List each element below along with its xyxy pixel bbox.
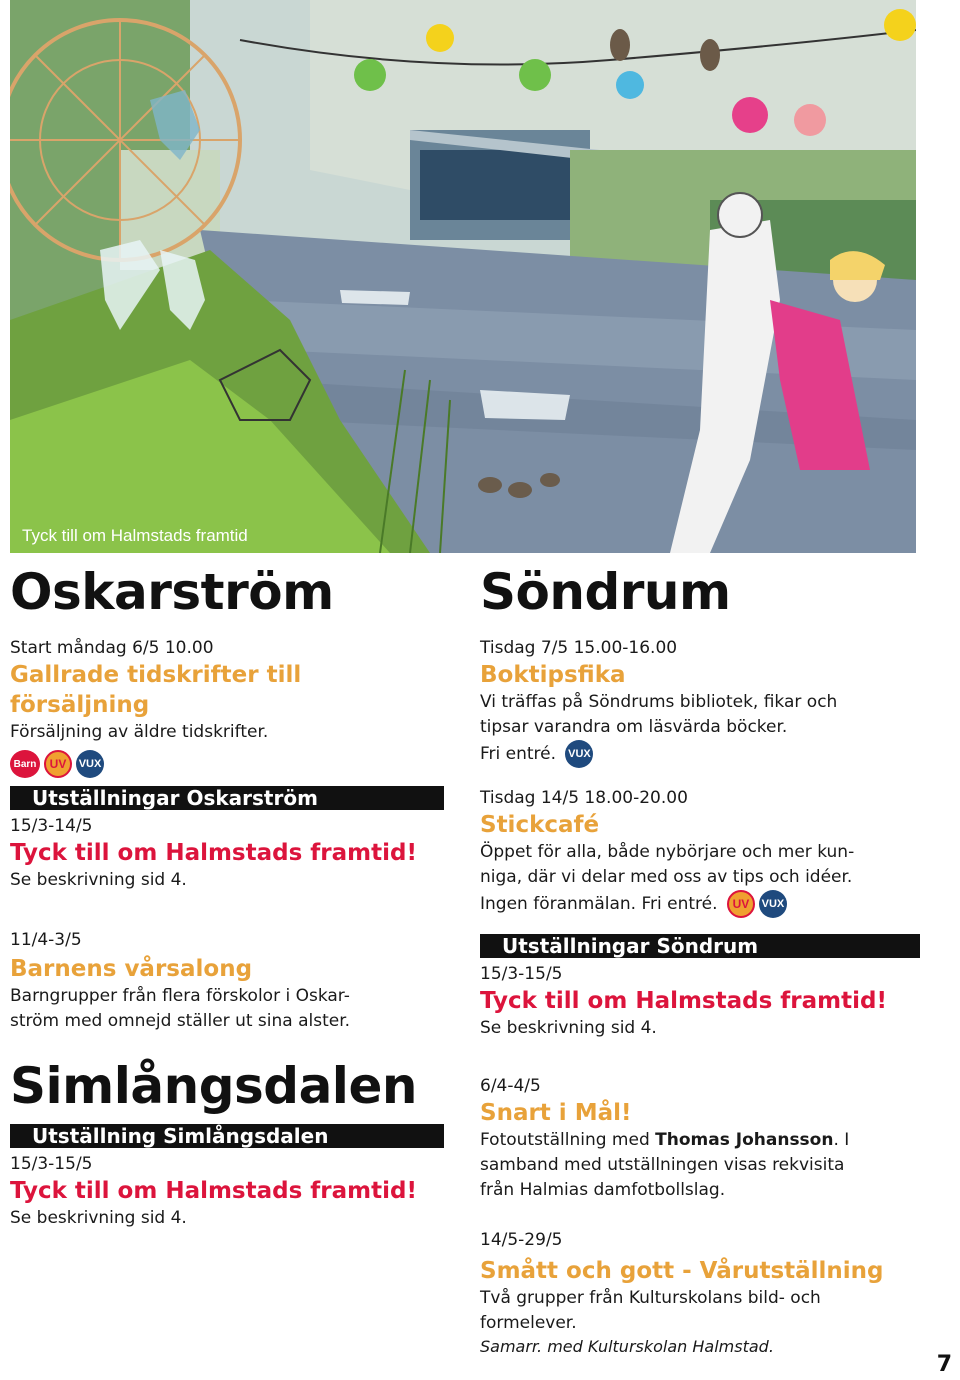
uv-badge: UV xyxy=(44,750,72,778)
barnens-varsalong xyxy=(10,928,444,1034)
uv-badge: UV xyxy=(727,890,755,918)
event-description: Försäljning av äldre tidskrifter. xyxy=(10,722,269,742)
exhibition-date: 15/3-14/5 xyxy=(10,816,93,836)
stickcafe-event xyxy=(480,786,920,918)
exhibition-description: Se beskrivning sid 4. xyxy=(10,870,187,890)
exhibition-date: 6/4-4/5 xyxy=(480,1076,541,1096)
exhibition-bar: Utställning Simlångsdalen xyxy=(10,1124,444,1148)
exhibition-description-line: Två grupper från Kulturskolans bild- och xyxy=(480,1288,821,1308)
event-description-line: Öppet för alla, både nybörjare och mer kun- xyxy=(480,842,855,862)
exhibition-title: Tyck till om Halmstads framtid! xyxy=(10,840,417,866)
exhibition-description: Se beskrivning sid 4. xyxy=(480,1018,657,1038)
event-date: Tisdag 7/5 15.00-16.00 xyxy=(480,638,678,658)
organizer-credit: Samarr. med Kulturskolan Halmstad. xyxy=(480,1337,774,1356)
exhibition-description-line: från Halmias damfotbollslag. xyxy=(480,1180,726,1200)
exhibition-description: Se beskrivning sid 4. xyxy=(10,1208,187,1228)
event-date: Start måndag 6/5 10.00 xyxy=(10,638,214,658)
venue-heading-sondrum: Söndrum xyxy=(480,563,731,621)
oskarstrom-exhibitions xyxy=(10,786,444,893)
exhibition-description-line xyxy=(480,1128,920,1153)
exhibition-description-line: formelever. xyxy=(480,1313,577,1333)
oskarstrom-section xyxy=(10,560,444,778)
audience-badges xyxy=(10,750,444,778)
event-description-line xyxy=(480,740,920,768)
event-title: Boktipsfika xyxy=(480,662,626,688)
exhibition-description-line: samband med utställningen visas rekvisita xyxy=(480,1155,845,1175)
hero-artwork xyxy=(10,0,916,553)
event-date: Tisdag 14/5 18.00-20.00 xyxy=(480,788,688,808)
exhibition-title: Tyck till om Halmstads framtid! xyxy=(10,1178,417,1204)
event-description-line: tipsar varandra om läsvärda böcker. xyxy=(480,717,788,737)
exhibition-date: 14/5-29/5 xyxy=(480,1230,563,1250)
exhibition-title: Snart i Mål! xyxy=(480,1100,632,1126)
exhibition-date: 15/3-15/5 xyxy=(10,1154,93,1174)
snart-i-mal xyxy=(480,1074,920,1203)
event-description-line xyxy=(480,890,920,918)
smatt-och-gott xyxy=(480,1228,920,1358)
exhibition-title: Barnens vårsalong xyxy=(10,956,253,982)
ingen-foranmalan-text: Ingen föranmälan. Fri entré. xyxy=(480,894,718,914)
event-title: Stickcafé xyxy=(480,812,600,838)
event-title: Gallrade tidskrifter till försäljning xyxy=(10,662,302,718)
page-number: 7 xyxy=(936,1352,952,1377)
vux-badge: VUX xyxy=(565,740,593,768)
barn-badge: Barn xyxy=(10,750,40,778)
exhibition-date: 11/4-3/5 xyxy=(10,930,82,950)
text-segment: . I xyxy=(833,1130,850,1150)
simlangsdalen-section xyxy=(10,1054,444,1231)
exhibition-title: Tyck till om Halmstads framtid! xyxy=(480,988,887,1014)
hero-caption: Tyck till om Halmstads framtid xyxy=(22,526,248,545)
venue-heading-oskarstrom: Oskarström xyxy=(10,563,334,621)
venue-heading-simlangsdalen: Simlångsdalen xyxy=(10,1057,417,1115)
exhibitions-bar: Utställningar Oskarström xyxy=(10,786,444,810)
exhibition-date: 15/3-15/5 xyxy=(480,964,563,984)
sondrum-section xyxy=(480,560,920,768)
vux-badge: VUX xyxy=(76,750,104,778)
event-description-line: niga, där vi delar med oss av tips och idéer. xyxy=(480,867,853,887)
audience-badges xyxy=(727,890,787,918)
sondrum-exhibitions xyxy=(480,934,920,1041)
exhibition-title: Smått och gott - Vårutställning xyxy=(480,1258,884,1284)
audience-badges xyxy=(565,740,593,768)
hero-illustration xyxy=(10,0,916,553)
photographer-name: Thomas Johansson xyxy=(655,1130,834,1150)
exhibitions-bar: Utställningar Söndrum xyxy=(480,934,920,958)
event-description-line: Vi träffas på Söndrums bibliotek, fikar och xyxy=(480,692,838,712)
exhibition-description-line: ström med omnejd ställer ut sina alster. xyxy=(10,1011,351,1031)
vux-badge: VUX xyxy=(759,890,787,918)
fri-entre-text: Fri entré. xyxy=(480,744,557,764)
exhibition-description-line: Barngrupper från flera förskolor i Oskar- xyxy=(10,986,350,1006)
text-segment: Fotoutställning med xyxy=(480,1130,656,1150)
